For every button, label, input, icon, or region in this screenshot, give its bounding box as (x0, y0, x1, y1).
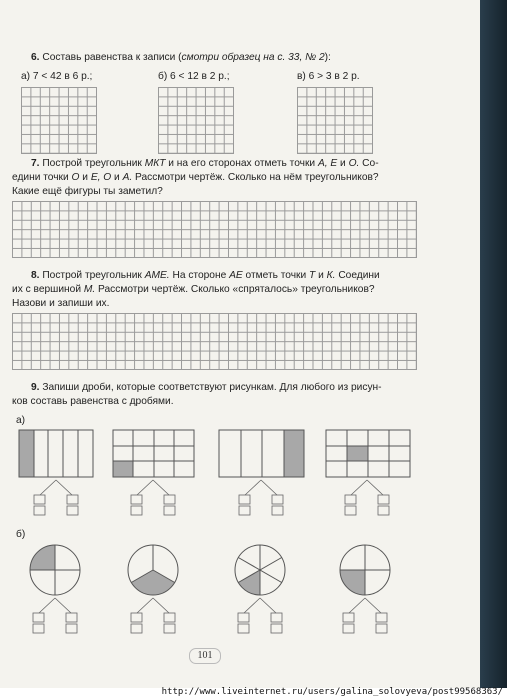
task9-label-a: а) (16, 415, 26, 426)
task8-line1: 8. Построй треугольник АМЕ. На стороне АЕ отметь точки Т и К. Соедини (31, 270, 380, 281)
fraction-rect-3 (219, 430, 304, 477)
fraction-circle-4 (340, 545, 390, 595)
task6-ref: смотри образец на с. 33, № 2 (181, 52, 325, 63)
task9-line1: 9. Запиши дроби, которые соответствуют рисункам. Для любого из рисун- (31, 382, 382, 393)
task7-line1: 7. Построй треугольник МКТ и на его сторонах отметь точки А, Е и О. Со- (31, 158, 379, 169)
fraction-circle-2 (128, 545, 178, 595)
task9-line2: ков составь равенства с дробями. (12, 396, 174, 407)
fraction-rect-1 (19, 430, 93, 477)
task6-part-a: а) 7 < 42 в 6 р.; (21, 71, 93, 82)
task9-number: 9. (31, 382, 40, 393)
page-number: 101 (189, 648, 221, 664)
task8-line3: Назови и запиши их. (12, 298, 110, 309)
task6-part-c: в) 6 > 3 в 2 р. (297, 71, 360, 82)
task6-text: Составь равенства к записи ( (42, 52, 182, 63)
fraction-rect-2 (113, 430, 194, 477)
answer-boxes-row-a (34, 480, 389, 515)
answer-boxes-row-b (33, 598, 387, 633)
task6-number: 6. (31, 52, 40, 63)
fraction-rect-4 (326, 430, 410, 477)
task7-number: 7. (31, 158, 40, 169)
fraction-circle-3 (235, 545, 285, 595)
fraction-circle-1 (30, 545, 80, 595)
task8-number: 8. (31, 270, 40, 281)
task6-part-b: б) 6 < 12 в 2 р.; (158, 71, 230, 82)
task9-label-b: б) (16, 529, 26, 540)
task6-close: ): (324, 52, 331, 63)
book-spine (480, 0, 507, 690)
task7-line2: едини точки О и Е, О и А. Рассмотри чертёж. Сколько на нём треугольников? (12, 172, 379, 183)
footer-url[interactable]: http://www.liveinternet.ru/users/galina_solovyeva/post99568363/ (161, 687, 503, 697)
task8-line2: их с вершиной М. Рассмотри чертёж. Сколько «спряталось» треугольников? (12, 284, 375, 295)
task7-line3: Какие ещё фигуры ты заметил? (12, 186, 163, 197)
